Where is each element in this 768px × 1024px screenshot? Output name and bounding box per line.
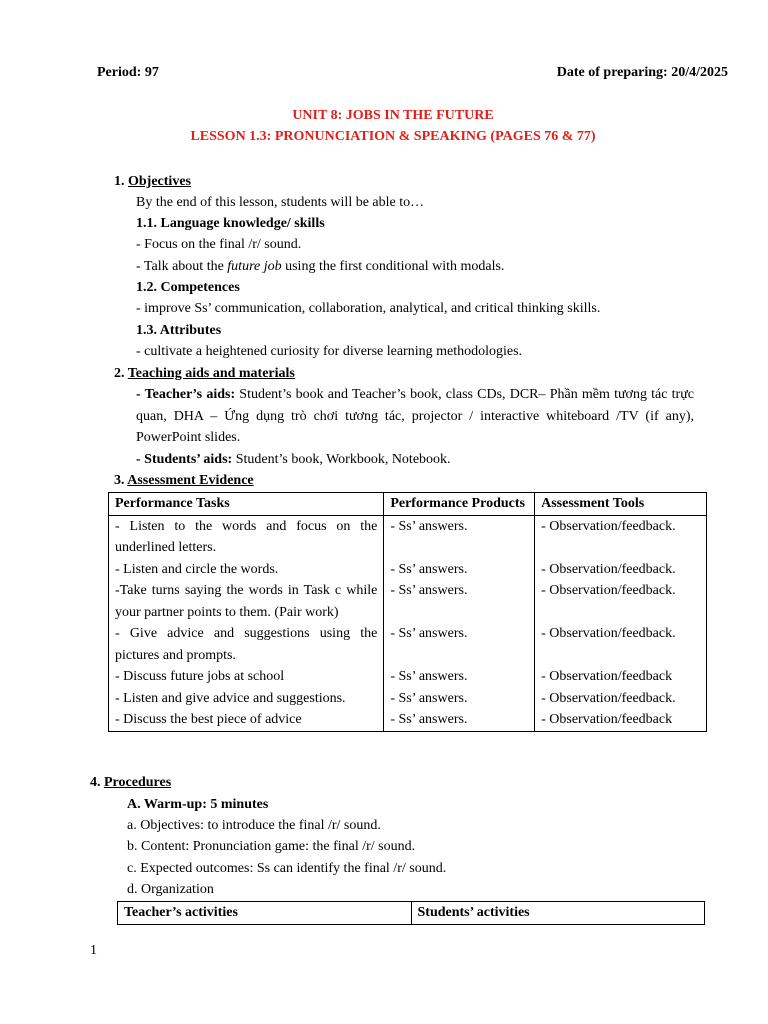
period-label: Period: 97 <box>97 65 159 80</box>
table-cell: - Ss’ answers. <box>384 666 535 688</box>
attribute-item: - cultivate a heightened curiosity for diverse learning methodologies. <box>136 344 523 359</box>
objectives-heading <box>114 171 191 192</box>
table-row <box>109 709 707 731</box>
warmup-heading: A. Warm-up: 5 minutes <box>127 797 269 812</box>
table-row <box>109 688 707 710</box>
language-skill-item <box>136 256 504 277</box>
procedure-line: b. Content: Pronunciation game: the final /r/ sound. <box>127 839 416 854</box>
section-heading-text: Assessment Evidence <box>127 473 254 488</box>
table-row <box>109 515 707 559</box>
table-row <box>109 623 707 666</box>
table-header-cell: Teacher’s activities <box>118 902 412 925</box>
table-row <box>109 580 707 623</box>
table-header-cell: Performance Products <box>384 493 535 516</box>
table-cell: - Ss’ answers. <box>384 559 535 581</box>
table-header-cell: Students’ activities <box>411 902 705 925</box>
text-run: - Talk about the <box>136 259 228 274</box>
section-heading-text: Objectives <box>128 174 191 189</box>
students-aids-label: - Students’ aids: <box>136 452 233 467</box>
table-header-cell: Assessment Tools <box>535 493 707 516</box>
emphasis-text: future job <box>227 259 282 274</box>
table-cell: - Observation/feedback <box>535 709 707 731</box>
table-cell: - Listen and circle the words. <box>109 559 384 581</box>
section-heading-text: Procedures <box>104 775 172 790</box>
language-skills-heading: 1.1. Language knowledge/ skills <box>136 216 325 231</box>
competence-item: - improve Ss’ communication, collaboration, analytical, and critical thinking skills. <box>136 301 601 316</box>
text-run: using the first conditional with modals. <box>281 259 505 274</box>
procedure-line: a. Objectives: to introduce the final /r/ sound. <box>127 818 381 833</box>
table-cell: - Observation/feedback. <box>535 559 707 581</box>
students-aids <box>136 449 451 470</box>
table-row <box>109 666 707 688</box>
table-header-row <box>109 493 707 516</box>
table-header-cell: Performance Tasks <box>109 493 384 516</box>
students-aids-text: Student’s book, Workbook, Notebook. <box>232 452 451 467</box>
lesson-title: LESSON 1.3: PRONUNCIATION & SPEAKING (PAGES 76 & 77) <box>190 129 596 144</box>
page-number: 1 <box>90 943 97 958</box>
section-number: 3. <box>114 473 125 488</box>
table-cell: - Ss’ answers. <box>384 623 535 666</box>
objectives-intro: By the end of this lesson, students will be able to… <box>136 195 425 210</box>
teachers-aids-label: - Teacher’s aids: <box>136 387 236 402</box>
table-cell: - Ss’ answers. <box>384 515 535 559</box>
table-cell: - Listen and give advice and suggestions. <box>109 688 384 710</box>
competences-heading: 1.2. Competences <box>136 280 240 295</box>
table-cell: -Take turns saying the words in Task c while your partner points to them. (Pair work) <box>109 580 384 623</box>
table-cell: - Observation/feedback. <box>535 688 707 710</box>
procedures-heading <box>90 772 171 793</box>
section-number: 4. <box>90 775 101 790</box>
table-cell: - Discuss the best piece of advice <box>109 709 384 731</box>
teachers-aids-text: Student’s book and Teacher’s book, class CDs, DCR– Phần mềm tương tác trực quan, DHA – Ứng dụng trò chơi tương tác, projector / interactive whiteboard /TV (if any), PowerPoint slides. <box>136 387 695 445</box>
section-number: 2. <box>114 366 125 381</box>
table-row <box>109 559 707 581</box>
table-cell: - Give advice and suggestions using the pictures and prompts. <box>109 623 384 666</box>
language-skill-item: - Focus on the final /r/ sound. <box>136 237 302 252</box>
table-cell: - Ss’ answers. <box>384 709 535 731</box>
section-heading-text: Teaching aids and materials <box>127 366 295 381</box>
table-cell: - Observation/feedback <box>535 666 707 688</box>
attributes-heading: 1.3. Attributes <box>136 323 222 338</box>
teachers-aids <box>136 384 694 449</box>
activities-table <box>117 901 705 925</box>
assessment-table <box>108 492 707 732</box>
table-cell: - Observation/feedback. <box>535 580 707 623</box>
table-cell: - Ss’ answers. <box>384 688 535 710</box>
teaching-aids-heading <box>114 363 295 384</box>
procedure-line: c. Expected outcomes: Ss can identify the final /r/ sound. <box>127 861 447 876</box>
procedure-line: d. Organization <box>127 882 214 897</box>
table-cell: - Listen to the words and focus on the underlined letters. <box>109 515 384 559</box>
table-cell: - Observation/feedback. <box>535 515 707 559</box>
table-cell: - Discuss future jobs at school <box>109 666 384 688</box>
unit-title: UNIT 8: JOBS IN THE FUTURE <box>292 108 494 123</box>
section-number: 1. <box>114 174 125 189</box>
table-header-row <box>118 902 705 925</box>
date-of-preparing: Date of preparing: 20/4/2025 <box>556 65 728 80</box>
table-cell: - Ss’ answers. <box>384 580 535 623</box>
assessment-heading <box>114 470 254 491</box>
table-cell: - Observation/feedback. <box>535 623 707 666</box>
